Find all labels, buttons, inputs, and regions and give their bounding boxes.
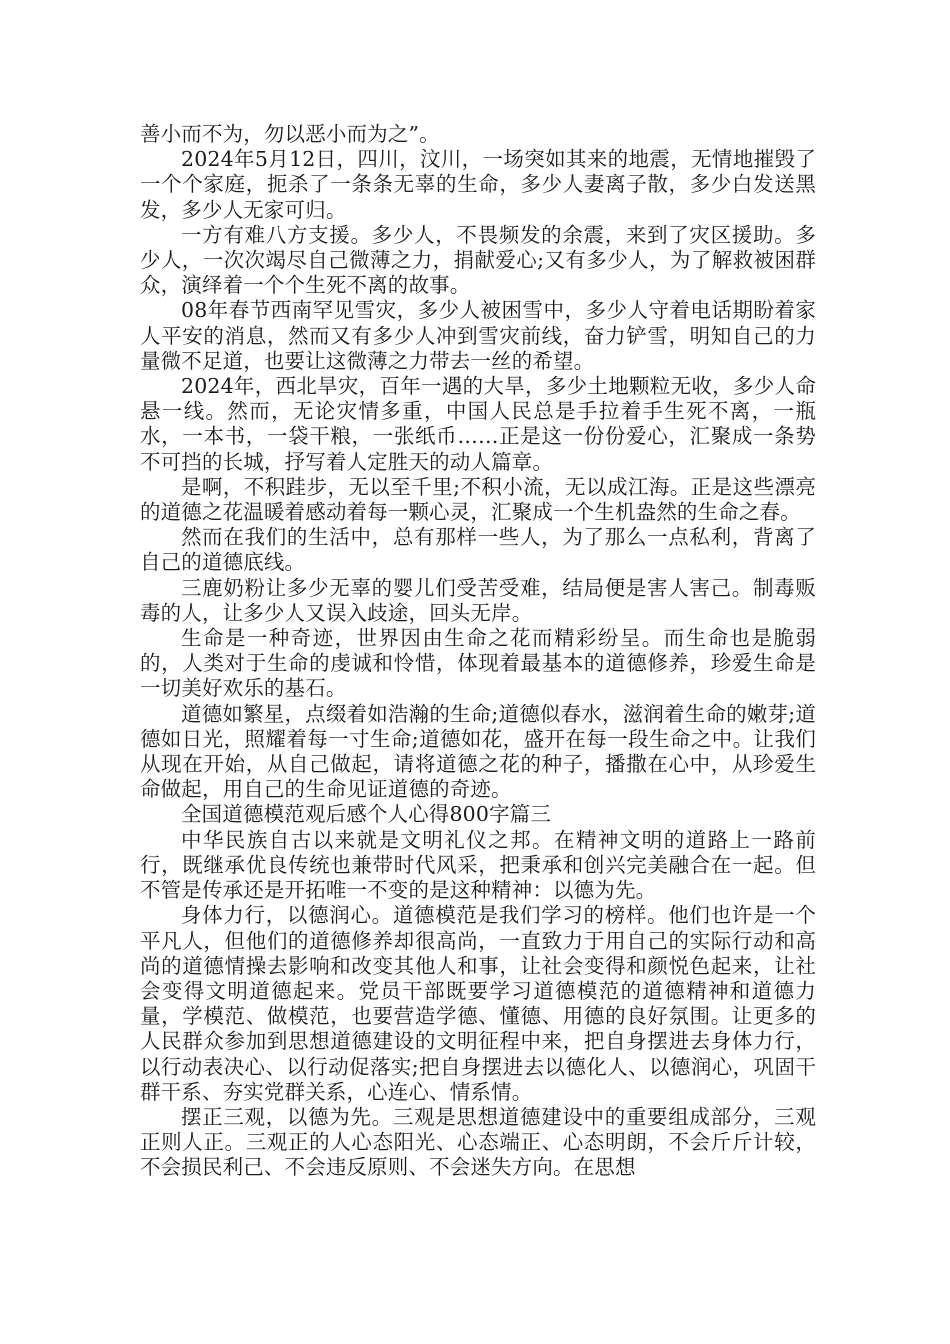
paragraph-11: 全国道德模范观后感个人心得800字篇三 [181, 802, 551, 827]
paragraph-13: 身体力行，以德润心。道德模范是我们学习的榜样。他们也许是一个平凡人，但他们的道德修养却很高尚，一直致力于用自己的实际行动和高尚的道德情操去影响和改变其他人和事，让社会变得和颜悦色起来，让社会变得文明道德起来。党员干部既要学习道德模范的道德精神和道德力量，学模范、做模范，也要营造学德、懂德、用德的良好氛围。让更多的人民群众参加到思想道德建设的文明征程中来，把自身摆进去身体力行，以行动表决心、以行动促落实;把自身摆进去以德化人、以德润心，巩固干群干系、夯实党群关系，心连心、情系情。 [140, 903, 816, 1104]
paragraph-3: 一方有难八方支援。多少人，不畏频发的余震，来到了灾区援助。多少人，一次次竭尽自己微薄之力，捐献爱心;又有多少人，为了解救被困群众，演绎着一个个生死不离的故事。 [140, 222, 816, 298]
paragraph-4: 08年春节西南罕见雪灾，多少人被困雪中，多少人守着电话期盼着家人平安的消息，然而又有多少人冲到雪灾前线，奋力铲雪，明知自己的力量微不足道，也要让这微薄之力带去一丝的希望。 [140, 298, 816, 373]
paragraph-8: 三鹿奶粉让多少无辜的婴儿们受苦受难，结局便是害人害己。制毒贩毒的人，让多少人又误入歧途，回头无岸。 [140, 575, 816, 625]
paragraph-1: 善小而不为，勿以恶小而为之”。 [140, 122, 440, 146]
paragraph-6: 是啊，不积跬步，无以至千里;不积小流，无以成江海。正是这些漂亮的道德之花温暖着感动着每一颗心灵，汇聚成一个生机盎然的生命之春。 [140, 474, 816, 525]
paragraph-14: 摆正三观，以德为先。三观是思想道德建设中的重要组成部分，三观正则人正。三观正的人心态阳光、心态端正、心态明朗，不会斤斤计较，不会损民利己、不会违反原则、不会迷失方向。在思想 [140, 1104, 816, 1180]
paragraph-9: 生命是一种奇迹，世界因由生命之花而精彩纷呈。而生命也是脆弱的，人类对于生命的虔诚和怜惜，体现着最基本的道德修养，珍爱生命是一切美好欢乐的基石。 [140, 626, 816, 701]
paragraph-12: 中华民族自古以来就是文明礼仪之邦。在精神文明的道路上一路前行，既继承优良传统也兼带时代风采，把秉承和创兴完美融合在一起。但不管是传承还是开拓唯一不变的是这种精神：以德为先。 [140, 827, 816, 903]
paragraph-10: 道德如繁星，点缀着如浩瀚的生命;道德似春水，滋润着生命的嫩芽;道德如日光，照耀着每一寸生命;道德如花，盛开在每一段生命之中。让我们从现在开始，从自己做起，请将道德之花的种子，播撒在心中，从珍爱生命做起，用自己的生命见证道德的奇迹。 [140, 701, 816, 802]
paragraph-7: 然而在我们的生活中，总有那样一些人，为了那么一点私利，背离了自己的道德底线。 [140, 525, 816, 575]
paragraph-2: 2024年5月12日，四川，汶川，一场突如其来的地震，无情地摧毁了一个个家庭，扼杀了一条条无辜的生命，多少人妻离子散，多少白发送黑发，多少人无家可归。 [140, 147, 816, 222]
paragraph-5: 2024年，西北旱灾，百年一遇的大旱，多少土地颗粒无收，多少人命悬一线。然而，无论灾情多重，中国人民总是手拉着手生死不离，一瓶水，一本书，一袋干粮，一张纸币……正是这一份份爱心，汇聚成一条势不可挡的长城，抒写着人定胜天的动人篇章。 [140, 374, 816, 474]
document-body [140, 122, 816, 1181]
